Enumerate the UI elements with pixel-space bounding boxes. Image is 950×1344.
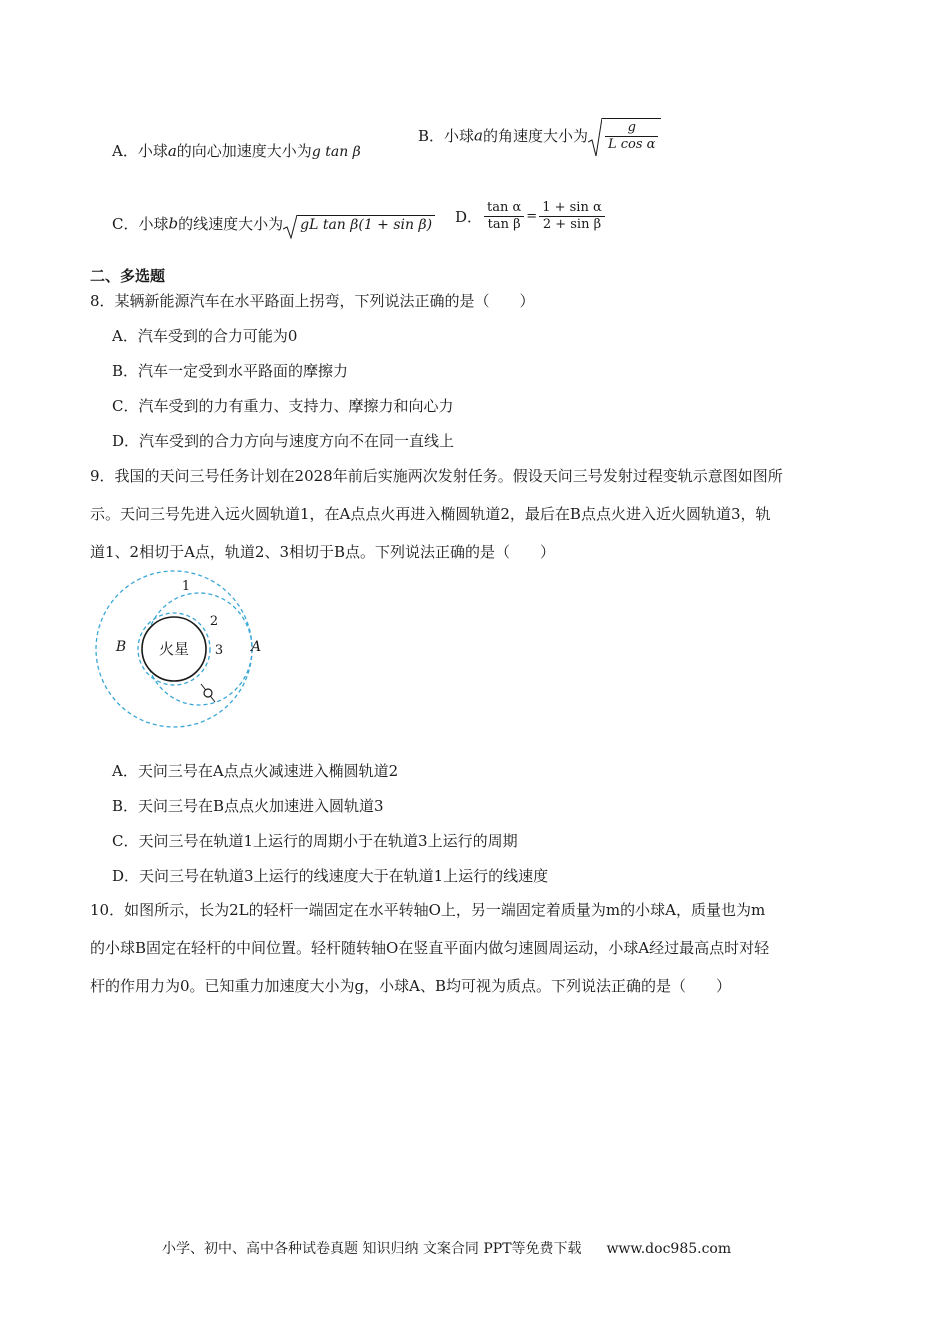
q8-option-c: C．汽车受到的力有重力、支持力、摩擦力和向心力 xyxy=(112,397,454,415)
q8-option-b: B．汽车一定受到水平路面的摩擦力 xyxy=(112,362,349,380)
q10-line-2: 的小球B固定在轻杆的中间位置。轻杆随转轴O在竖直平面内做匀速圆周运动，小球A经过最高点时对轻 xyxy=(90,939,770,957)
q7-b-suffix: 的角速度大小为 xyxy=(482,127,588,145)
orbit-3-label: 3 xyxy=(214,643,224,658)
q9-line-2: 示。天问三号先进入远火圆轨道1，在A点点火再进入椭圆轨道2，最后在B点点火进入近火圆轨道3，轨 xyxy=(90,505,771,523)
q7-option-d xyxy=(455,200,607,233)
footer xyxy=(162,1238,731,1258)
q7-b-var: a xyxy=(474,126,483,145)
q8-option-a: A．汽车受到的合力可能为0 xyxy=(112,327,298,345)
q7-c-sqrt xyxy=(283,215,435,233)
q8-option-d: D．汽车受到的合力方向与速度方向不在同一直线上 xyxy=(112,432,455,450)
q9-line-3: 道1、2相切于A点，轨道2、3相切于B点。下列说法正确的是（ ） xyxy=(90,543,556,561)
q7-d-rhs-num: 1 + sin α xyxy=(539,200,605,217)
q9-option-d: D．天问三号在轨道3上运行的线速度大于在轨道1上运行的线速度 xyxy=(112,867,549,885)
q7-b-prefix: B．小球 xyxy=(418,127,475,145)
q7-c-prefix: C．小球 xyxy=(112,215,169,233)
q7-c-expr: gL tan β(1 + sin β) xyxy=(297,215,435,233)
point-a-label: A xyxy=(250,639,262,655)
q7-a-expr: g tan β xyxy=(311,144,361,160)
orbit-1-label: 1 xyxy=(181,579,191,594)
q7-b-num: g xyxy=(605,120,658,137)
q7-d-rhs-den: 2 + sin β xyxy=(542,217,602,232)
q7-d-lhs-den: tan β xyxy=(487,217,521,232)
section-title: 二、多选题 xyxy=(90,267,166,285)
q9-option-a: A．天问三号在A点点火减速进入椭圆轨道2 xyxy=(112,762,399,780)
q7-a-var: a xyxy=(167,142,177,160)
spacecraft-icon xyxy=(201,684,215,702)
q7-d-lhs xyxy=(484,200,524,233)
point-b-label: B xyxy=(115,639,127,655)
q7-d-eq: = xyxy=(526,209,538,224)
q7-option-a xyxy=(112,140,361,161)
q9-option-b: B．天问三号在B点点火加速进入圆轨道3 xyxy=(112,797,384,815)
q9-line-1: 9．我国的天问三号任务计划在2028年前后实施两次发射任务。假设天问三号发射过程变轨示意图如图所 xyxy=(90,467,783,485)
q7-b-sqrt xyxy=(588,118,661,153)
q7-a-prefix: A．小球 xyxy=(112,142,168,160)
q7-b-den: L cos α xyxy=(608,137,656,152)
radical-sign-icon xyxy=(283,215,297,239)
q7-d-rhs xyxy=(539,200,605,233)
orbit-2-label: 2 xyxy=(209,614,219,629)
q7-option-b xyxy=(418,118,661,153)
q7-c-var: b xyxy=(168,214,179,233)
q9-option-c: C．天问三号在轨道1上运行的周期小于在轨道3上运行的周期 xyxy=(112,832,518,850)
q7-option-c xyxy=(112,213,435,234)
orbit-diagram xyxy=(88,565,278,735)
q10-line-3: 杆的作用力为0。已知重力加速度大小为g，小球A、B均可视为质点。下列说法正确的是（ ） xyxy=(90,977,732,995)
q7-d-lhs-num: tan α xyxy=(484,200,524,217)
q7-c-suffix: 的线速度大小为 xyxy=(178,215,284,233)
planet-label: 火星 xyxy=(158,640,190,658)
q8-stem: 8．某辆新能源汽车在水平路面上拐弯，下列说法正确的是（ ） xyxy=(90,292,535,310)
q10-line-1: 10．如图所示，长为2L的轻杆一端固定在水平转轴O上，另一端固定着质量为m的小球A，质量也为m xyxy=(90,901,766,919)
radical-sign-icon xyxy=(588,118,602,158)
footer-url[interactable]: www.doc985.com xyxy=(606,1241,732,1257)
footer-text: 小学、初中、高中各种试卷真题 知识归纳 文案合同 PPT等免费下载 xyxy=(162,1241,582,1257)
q7-a-suffix: 的向心加速度大小为 xyxy=(176,142,312,160)
q7-d-prefix: D． xyxy=(455,208,483,226)
